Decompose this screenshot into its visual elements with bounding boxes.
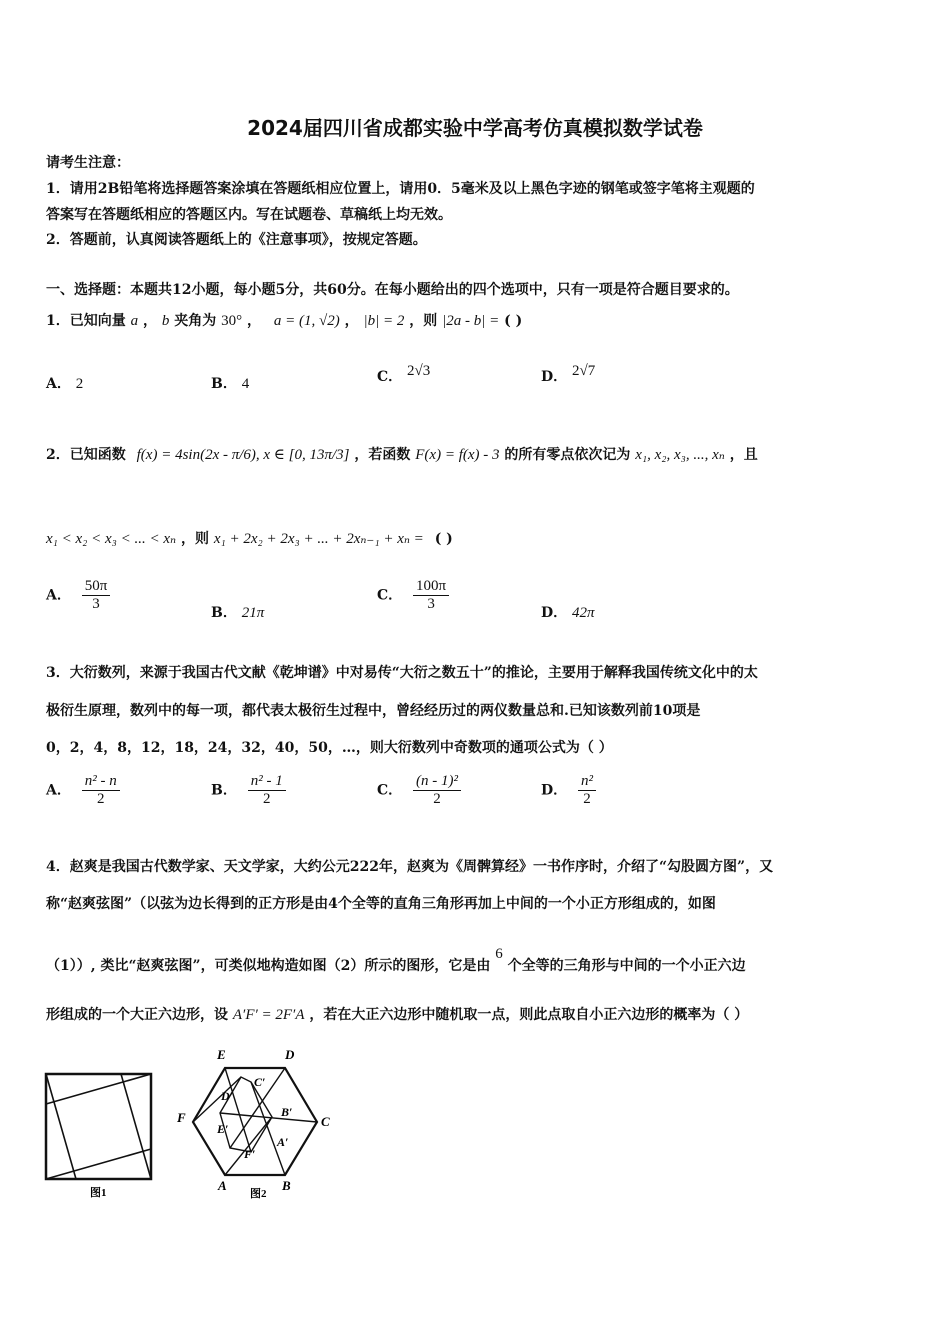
q3-option-d-fraction [578, 773, 596, 808]
q2-tail: 的所有零点依次记为 [504, 447, 631, 463]
q2-option-c[interactable] [377, 578, 449, 613]
question-3-line-1: 3．大衍数列，来源于我国古代文献《乾坤谱》中对易传“大衍之数五十”的推论，主要用于解释我国传统文化中的太 [46, 665, 758, 681]
q3-option-d[interactable] [541, 773, 596, 808]
q1-option-c-value: 2√3 [407, 363, 431, 379]
q3-option-c-denominator: 2 [433, 791, 441, 807]
q1-expression: |2a - b| = [442, 313, 500, 329]
q4-line-4a: 形组成的一个大正六边形，设 [46, 1007, 228, 1023]
q1-option-b[interactable] [211, 373, 249, 393]
q2-order: x₁ < x₂ < x₃ < ... < xₙ [46, 531, 177, 547]
q2-sum: x₁ + 2x₂ + 2x₃ + ... + 2xₙ₋₁ + xₙ = [213, 531, 424, 547]
q2-option-d[interactable] [541, 602, 595, 622]
figure-1 [40, 1068, 160, 1203]
q2-option-a-numerator: 50π [82, 578, 111, 596]
q2-function-F: F(x) = f(x) - 3 [415, 447, 500, 463]
question-4-line-3 [46, 946, 746, 975]
question-1 [46, 310, 522, 330]
q4-line-4b: ，若在大正六边形中随机取一点，则此点取自小正六边形的概率为（ ） [309, 1007, 749, 1023]
q3-option-b-fraction [248, 773, 286, 808]
question-4-line-4 [46, 1004, 748, 1024]
notice-item-1a: 1．请用2B铅笔将选择题答案涂填在答题纸相应位置上，请用0．5毫米及以上黑色字迹的钢笔或签字笔将主观题的 [46, 181, 755, 197]
q2-option-c-label: C． [377, 587, 403, 604]
notice-item-2: 2．答题前，认真阅读答题纸上的《注意事项》，按规定答题。 [46, 232, 427, 248]
q4-line-3b: 个全等的三角形与中间的一个小正六边 [507, 958, 746, 974]
q1-then: ，则 [409, 313, 438, 329]
fig2-line-2 [251, 1082, 285, 1175]
fig1-line-4 [46, 1074, 76, 1179]
fig2-label-A-prime: A′ [277, 1135, 289, 1149]
fig2-label-B-prime: B′ [281, 1105, 293, 1119]
q2-option-c-denominator: 3 [427, 596, 435, 612]
q3-option-c-fraction [413, 773, 461, 808]
q2-option-a[interactable] [46, 578, 110, 613]
fig1-line-1 [46, 1149, 151, 1179]
q1-option-b-value: 4 [241, 376, 250, 392]
fig2-label-E-prime: E′ [217, 1122, 229, 1136]
q4-condition: A′F′ = 2F′A [232, 1007, 305, 1023]
section-1-heading: 一、选择题：本题共12小题，每小题5分，共60分。在每小题给出的四个选项中，只有一项是符合题目要求的。 [46, 282, 739, 298]
q1-comma: ， [143, 313, 157, 329]
q2-option-c-fraction [413, 578, 449, 613]
q1-option-d-label: D． [541, 369, 568, 385]
q3-option-b-denominator: 2 [262, 791, 271, 807]
q2-and: ，且 [729, 447, 758, 463]
q2-option-a-fraction [82, 578, 111, 613]
fig2-label-B: B [282, 1178, 291, 1193]
question-4-line-2: 称“赵爽弦图”（以弦为边长得到的正方形是由4个全等的直角三角形再加上中间的一个小正方形组成的，如图 [46, 896, 716, 912]
q4-line-3a: （1））, 类比“赵爽弦图”，可类似地构造如图（2）所示的图形，它是由 [46, 958, 491, 974]
q1-comma-3: ， [344, 313, 359, 329]
question-3-line-3: 0，2，4，8，12，18，24，32，40，50，…，则大衍数列中奇数项的通项公式为（ ） [46, 740, 613, 756]
figure-2 [170, 1040, 345, 1205]
q3-option-c-numerator: (n - 1)² [413, 773, 461, 791]
q3-option-a-numerator: n² - n [82, 773, 120, 791]
q3-option-d-denominator: 2 [583, 791, 591, 807]
fig2-label-E: E [217, 1047, 226, 1062]
q3-option-b-label: B． [211, 782, 237, 799]
q1-option-a-label: A． [46, 376, 71, 392]
q1-option-a[interactable] [46, 373, 83, 393]
q3-option-a-fraction [82, 773, 120, 808]
q3-option-b[interactable] [211, 773, 286, 808]
fig1-caption: 图1 [90, 1187, 107, 1199]
q3-option-c[interactable] [377, 773, 461, 808]
fig1-line-2 [121, 1074, 151, 1179]
q2-option-a-denominator: 3 [92, 596, 100, 612]
fig2-label-A: A [218, 1178, 227, 1193]
q1-option-b-label: B． [211, 376, 237, 392]
q1-answer-paren: ( ) [504, 313, 523, 329]
fig2-label-D-prime: D′ [221, 1089, 234, 1103]
q1-option-c-label: C． [377, 369, 403, 385]
q1-vector-a: a [130, 313, 139, 329]
question-3-line-2: 极衍生原理，数列中的每一项，都代表太极衍生过程中，曾经经历过的两仪数量总和.已知该数列前10项是 [46, 703, 701, 719]
q4-six: 6 [495, 946, 503, 962]
q2-answer-paren: ( ) [434, 531, 453, 547]
q3-option-d-numerator: n² [578, 773, 596, 791]
q2-mid: ，若函数 [354, 447, 411, 463]
q3-option-b-numerator: n² - 1 [248, 773, 286, 791]
q1-lead: 1．已知向量 [46, 313, 126, 329]
fig2-label-C: C [321, 1114, 330, 1129]
q1-a-value: a = (1, √2) [273, 313, 340, 329]
q1-option-d-value: 2√7 [572, 363, 596, 379]
q2-option-d-value: 42π [572, 605, 595, 621]
q2-then: ，则 [180, 531, 209, 547]
q3-option-a-denominator: 2 [97, 791, 105, 807]
fig2-line-6 [193, 1077, 241, 1122]
notice-heading: 请考生注意： [46, 155, 130, 171]
q1-option-a-value: 2 [75, 376, 84, 392]
q3-option-c-label: C． [377, 782, 403, 799]
q1-option-d[interactable] [541, 363, 596, 386]
q1-b-norm: |b| = 2 [363, 313, 405, 329]
notice-item-1b: 答案写在答题纸相应的答题区内。写在试题卷、草稿纸上均无效。 [46, 207, 452, 223]
q1-vector-b: b [161, 313, 170, 329]
question-2-line-2 [46, 528, 453, 548]
q2-option-b[interactable] [211, 602, 264, 622]
page-title: 2024届四川省成都实验中学高考仿真模拟数学试卷 [247, 116, 703, 140]
q2-option-a-label: A． [46, 587, 71, 604]
fig2-caption: 图2 [250, 1188, 267, 1200]
q1-comma-2: ， [247, 313, 261, 329]
question-4-line-1: 4．赵爽是我国古代数学家、天文学家，大约公元222年，赵爽为《周髀算经》一书作序时，介绍了“勾股圆方图”，又 [46, 859, 774, 875]
fig2-label-D: D [285, 1047, 295, 1062]
fig2-label-F: F [177, 1110, 186, 1125]
q1-option-c[interactable] [377, 363, 431, 386]
fig1-line-3 [46, 1074, 151, 1104]
q1-angle-text: 夹角为 [174, 313, 217, 329]
q2-option-b-value: 21π [241, 605, 265, 621]
q2-option-d-label: D． [541, 605, 568, 621]
q2-option-c-numerator: 100π [413, 578, 449, 596]
q2-function-f: f(x) = 4sin(2x - π/6), x ∈ [0, 13π/3] [136, 447, 350, 463]
q2-lead: 2．已知函数 [46, 447, 126, 463]
q2-zeros: x₁, x₂, x₃, ..., xₙ [635, 447, 725, 463]
q3-option-a[interactable] [46, 773, 120, 808]
q3-option-a-label: A． [46, 782, 71, 799]
q3-option-d-label: D． [541, 782, 568, 799]
q1-angle: 30° [221, 313, 243, 329]
q2-option-b-label: B． [211, 605, 237, 621]
question-2-line-1 [46, 444, 758, 464]
fig2-label-C-prime: C′ [254, 1075, 266, 1089]
fig2-label-F-prime: F′ [244, 1147, 256, 1161]
